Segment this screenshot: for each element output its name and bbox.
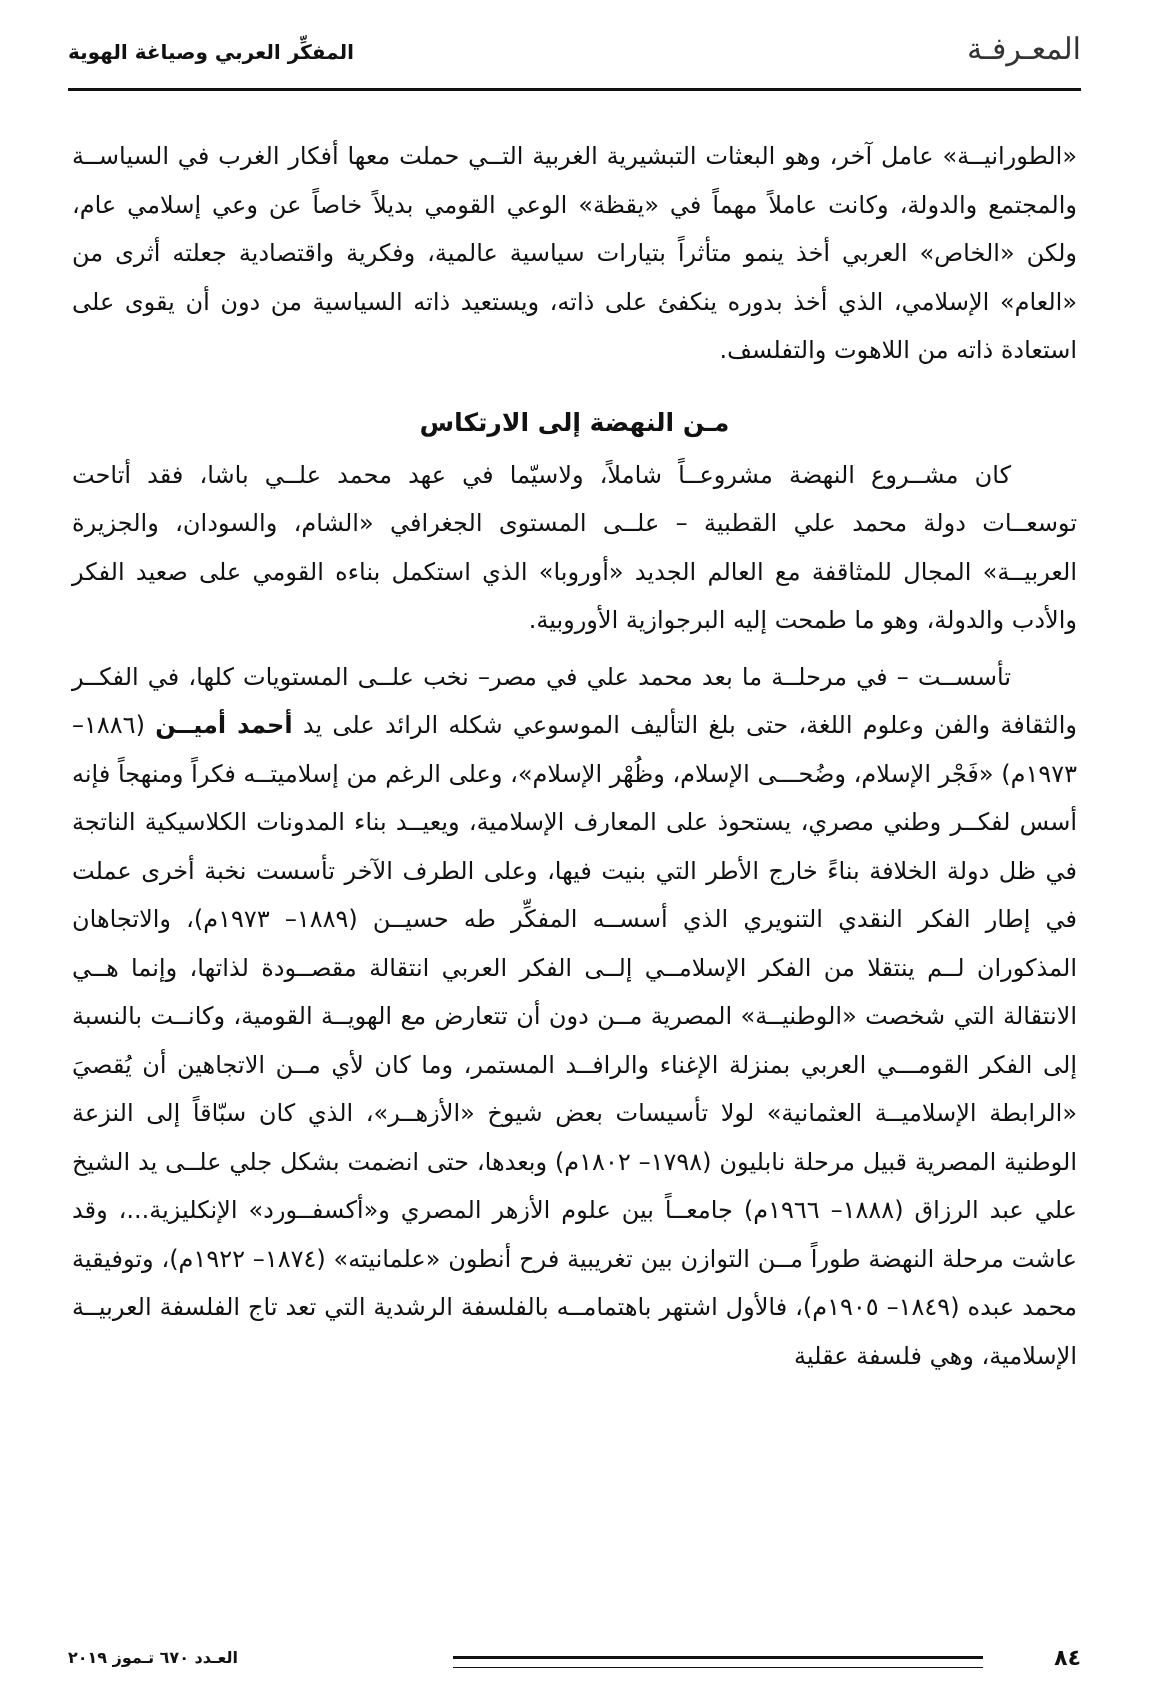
paragraph-nahda-project: كان مشــروع النهضة مشروعــاً شاملاً، ولاسيّما في عهد محمد علــي باشا، فقد أتاحت توسعــات دولة محمد علي القطبية – علــى المستوى الجغرافي «الشام، والسودان، والجزيرة العربيــة» المجال للمثاقفة مع العالم الجديد «أوروبا» الذي استكمل بناءه القومي على صعيد الفكر والأدب والدولة، وهو ما طمحت إليه البرجوازية الأوروبية. xyxy=(72,460,1077,634)
issue-info: العـدد ٦٧٠ تـموز ٢٠١٩ xyxy=(68,1648,238,1667)
paragraph-post-muhammad-ali xyxy=(72,653,1077,1381)
page-footer xyxy=(68,1648,1081,1678)
paragraph-text-part-2: (١٨٨٦– ١٩٧٣م) «فَجْر الإسلام، وضُحـــى الإسلام، وظُهْر الإسلام»، وعلى الرغم من إسلاميتــه فكراً ومنهجاً فإنه أسس لفكــر وطني مصري، يستحوذ على المعارف الإسلامية، ويعيــد بناء المدونات الكلاسيكية الناتجة في ظل دولة الخلافة بناءً خارج الأطر التي بنيت فيها، وعلى الطرف الآخر تأسست نخبة أخرى عملت في إطار الفكر النقدي التنويري الذي أسســه المفكِّر طه حسيــن (١٨٨٩– ١٩٧٣م)، والاتجاهان المذكوران لــم ينتقلا من الفكر الإسلامــي إلــى الفكر العربي انتقالة مقصــودة لذاتها، وإنما هــي الانتقالة التي شخصت «الوطنيــة» المصرية مــن دون أن تتعارض مع الهويــة القومية، وكانــت بالنسبة إلى الفكر القومـــي العربي بمنزلة الإغناء والرافــد المستمر، وما كان لأي مــن الاتجاهين أن يُقصيَ «الرابطة الإسلاميــة العثمانية» لولا تأسيسات بعض شيوخ «الأزهــر»، الذي كان سبّاقاً إلى النزعة الوطنية المصرية قبيل مرحلة نابليون (١٧٩٨– ١٨٠٢م) وبعدها، حتى انضمت بشكل جلي علــى يد الشيخ علي عبد الرزاق (١٨٨٨– ١٩٦٦م) جامعــاً بين علوم الأزهر المصري و«أكسفــورد» الإنكليزية...، وقد عاشت مرحلة النهضة طوراً مــن التوازن بين تغريبية فرح أنطون «علمانيته» (١٨٧٤– ١٩٢٢م)، وتوفيقية محمد عبده (١٨٤٩– ١٩٠٥م)، فالأول اشتهر باهتمامــه بالفلسفة الرشدية التي تعد تاج الفلسفة العربيــة الإسلامية، وهي فلسفة عقلية xyxy=(72,711,1078,1370)
paragraph-text-part-1: تأسســت – في مرحلــة ما بعد محمد علي في مصر– نخب علــى المستويات كلها، في الفكــر والثقافة والفن وعلوم اللغة، حتى بلغ التأليف الموسوعي شكله الرائد على يد xyxy=(72,662,1078,739)
author-name-ahmad-amin: أحمد أميــن xyxy=(155,711,293,739)
article-running-title: المفكِّر العربي وصياغة الهوية xyxy=(68,40,354,64)
header-divider xyxy=(68,88,1081,91)
journal-logo: المعـرفـة xyxy=(967,32,1081,67)
paragraph-continuation: «الطورانيــة» عامل آخر، وهو البعثات التبشيرية الغربية التــي حملت معها أفكار الغرب في السياســة والمجتمع والدولة، وكانت عاملاً مهماً في «يقظة» الوعي القومي بديلاً خاصاً عن وعي إسلامي عام، ولكن «الخاص» العربي أخذ ينمو متأثراً بتيارات سياسية عالمية، وفكرية واقتصادية جعلته أثرى من «العام» الإسلامي، الذي أخذ بدوره ينكفئ على ذاته، ويستعيد ذاته السياسية من دون أن يقوى على استعادة ذاته من اللاهوت والتفلسف. xyxy=(72,142,1077,364)
page-header xyxy=(68,28,1081,88)
page-number: ٨٤ xyxy=(1054,1646,1081,1671)
footer-divider xyxy=(453,1656,983,1668)
section-heading: مـن النهضة إلى الارتكاس xyxy=(419,407,730,437)
article-body xyxy=(72,132,1077,1380)
